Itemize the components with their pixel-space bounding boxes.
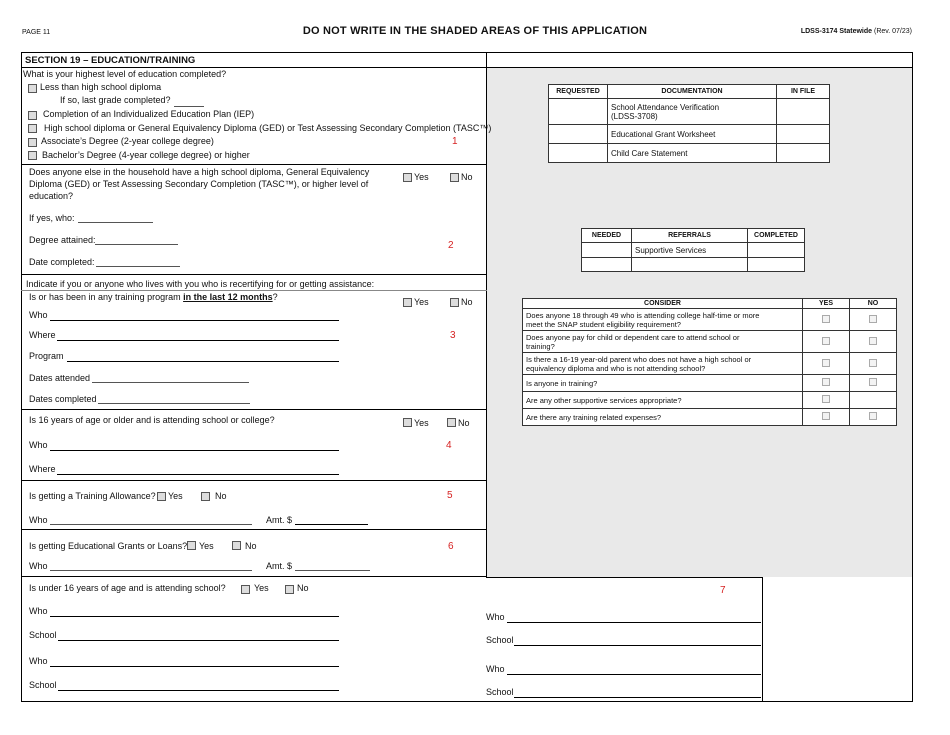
q6-marker: 6 [448,541,454,552]
q4-marker: 4 [446,440,452,451]
q2-date-label: Date completed: [29,257,95,267]
q3-program-field[interactable] [67,361,339,362]
q7-school-field[interactable] [514,697,761,698]
q4-no-checkbox[interactable] [447,418,456,427]
doc-infile-cell[interactable] [777,99,830,125]
page-number: PAGE 11 [22,29,51,36]
q2-date-field[interactable] [96,266,180,267]
q1-option-checkbox[interactable] [28,84,37,93]
doc-infile-cell[interactable] [777,125,830,144]
q2-no-label: No [461,172,473,182]
consider-yes-checkbox[interactable] [822,337,830,345]
consider-question: Are any other supportive services appropriate? [523,392,803,409]
referrals-table [581,228,805,272]
q7-who-label: Who [486,612,505,622]
consider-yes-checkbox[interactable] [822,395,830,403]
q3-dates-completed-label: Dates completed [29,394,97,404]
q4-question: Is 16 years of age or older and is attending school or college? [29,415,275,425]
q3-who-label: Who [29,310,48,320]
q2-no-checkbox[interactable] [450,173,459,182]
q5-yes-label: Yes [168,491,183,501]
consider-no-checkbox[interactable] [869,412,877,420]
consider-header: CONSIDER [523,299,803,309]
q3-intro: Indicate if you or anyone who lives with you who is recertifying for or getting assistance: [26,279,375,289]
q7-yes-checkbox[interactable] [241,585,250,594]
q1-option-checkbox[interactable] [28,151,37,160]
q4-yes-checkbox[interactable] [403,418,412,427]
q1-option-checkbox[interactable] [28,111,37,120]
ref-completed-cell[interactable] [748,258,805,272]
q2-marker: 2 [448,240,454,251]
q3-where-field[interactable] [57,340,339,341]
q3-marker: 3 [450,330,456,341]
consider-no-checkbox[interactable] [869,337,877,345]
q3-yes-label: Yes [414,297,429,307]
doc-requested-cell[interactable] [549,125,608,144]
doc-requested-cell[interactable] [549,144,608,163]
consider-header: NO [850,299,897,309]
q6-who-label: Who [29,561,48,571]
documentation-table [548,84,830,163]
q1-option-checkbox[interactable] [28,124,37,133]
ref-header: REFERRALS [632,229,748,243]
q3-question: Is or has been in any training program in the last 12 months? [29,292,278,302]
doc-header: IN FILE [777,85,830,99]
consider-yes-checkbox[interactable] [822,359,830,367]
q7-who-label: Who [29,656,48,666]
ref-name-cell: Supportive Services [632,243,748,258]
doc-header: DOCUMENTATION [608,85,777,99]
section-title: SECTION 19 – EDUCATION/TRAINING [25,55,196,66]
consider-yes-checkbox[interactable] [822,412,830,420]
consider-header: YES [803,299,850,309]
ref-completed-cell[interactable] [748,243,805,258]
consider-question: Does anyone 18 through 49 who is attending college half-time or more meet the SNAP student eligibility requirement? [523,309,803,331]
q7-marker: 7 [720,585,726,596]
q3-dates-completed-field[interactable] [98,403,250,404]
q6-question: Is getting Educational Grants or Loans? [29,541,188,551]
q1-option-label: Associate’s Degree (2-year college degree) [41,136,214,146]
ref-needed-cell[interactable] [582,243,632,258]
q5-amt-field[interactable] [295,524,368,525]
ref-needed-cell[interactable] [582,258,632,272]
q7-who-field[interactable] [507,622,761,623]
q4-no-label: No [458,418,470,428]
doc-name-cell: Educational Grant Worksheet [608,125,777,144]
q7-who-field[interactable] [50,616,339,617]
q1-option-label: Bachelor’s Degree (4-year college degree) or higher [42,150,250,160]
q2-yes-checkbox[interactable] [403,173,412,182]
doc-infile-cell[interactable] [777,144,830,163]
q2-who-label: If yes, who: [29,213,75,223]
form-id: LDSS-3174 Statewide (Rev. 07/23) [800,28,912,35]
q6-amt-label: Amt. $ [266,561,293,571]
q7-school-label: School [486,635,514,645]
ref-name-cell [632,258,748,272]
ref-header: COMPLETED [748,229,805,243]
page-title: DO NOT WRITE IN THE SHADED AREAS OF THIS APPLICATION [302,25,648,37]
q2-degree-field[interactable] [95,244,178,245]
doc-name-cell: School Attendance Verification (LDSS-3708) [608,99,777,125]
q7-who-field[interactable] [50,666,339,667]
q2-degree-label: Degree attained: [29,235,96,245]
q7-school-field[interactable] [514,645,761,646]
consider-no-checkbox[interactable] [869,378,877,386]
consider-no-checkbox[interactable] [869,315,877,323]
q3-dates-attended-field[interactable] [92,382,249,383]
q7-school-label: School [29,630,57,640]
q3-program-label: Program [29,351,64,361]
q5-yes-checkbox[interactable] [157,492,166,501]
q2-who-field[interactable] [78,222,153,223]
q3-where-label: Where [29,330,56,340]
q4-who-field[interactable] [50,450,339,451]
doc-header: REQUESTED [549,85,608,99]
q3-dates-attended-label: Dates attended [29,373,91,383]
consider-yes-checkbox[interactable] [822,315,830,323]
q3-yes-checkbox[interactable] [403,298,412,307]
q2-question: Does anyone else in the household have a high school diploma, General Equivalency [29,167,370,177]
q7-question: Is under 16 years of age and is attending school? [29,583,226,593]
q1-option-label: High school diploma or General Equivalency Diploma (GED) or Test Assessing Secondary Completion (TASC™) [44,123,492,133]
q7-who-label: Who [486,664,505,674]
q5-amt-label: Amt. $ [266,515,293,525]
q1-option-checkbox[interactable] [28,138,37,147]
q1-question: What is your highest level of education completed? [23,69,227,79]
doc-requested-cell[interactable] [549,99,608,125]
doc-name-cell: Child Care Statement [608,144,777,163]
consider-yes-checkbox[interactable] [822,378,830,386]
q2-question: Diploma (GED) or Test Assessing Secondary Completion (TASC™), or higher level of [29,179,369,189]
q4-where-label: Where [29,464,56,474]
q1-marker: 1 [452,136,458,147]
q4-where-field[interactable] [57,474,339,475]
q5-who-field[interactable] [50,524,252,525]
q2-question: education? [29,191,74,201]
q1-last-grade-field[interactable] [174,106,204,107]
ref-header: NEEDED [582,229,632,243]
q1-last-grade-label: If so, last grade completed? [60,95,171,105]
q2-yes-label: Yes [414,172,429,182]
consider-question: Are there any training related expenses? [523,409,803,426]
q7-school-field[interactable] [58,640,339,641]
q4-yes-label: Yes [414,418,429,428]
q5-question: Is getting a Training Allowance? [29,491,156,501]
q3-no-label: No [461,297,473,307]
q5-no-checkbox[interactable] [201,492,210,501]
q5-no-label: No [215,491,227,501]
q3-who-field[interactable] [50,320,339,321]
consider-question: Does anyone pay for child or dependent care to attend school or training? [523,331,803,353]
q5-marker: 5 [447,490,453,501]
q7-no-checkbox[interactable] [285,585,294,594]
q7-school-label: School [486,687,514,697]
consider-no-checkbox[interactable] [869,359,877,367]
q7-who-field[interactable] [507,674,761,675]
q6-amt-field[interactable] [295,570,370,571]
consider-table [522,298,897,426]
q1-option-label: Completion of an Individualized Education Plan (IEP) [43,109,255,119]
q1-option-label: Less than high school diploma [40,82,162,92]
consider-question: Is anyone in training? [523,375,803,392]
q5-who-label: Who [29,515,48,525]
q6-no-label: No [245,541,257,551]
q6-yes-checkbox[interactable] [187,541,196,550]
consider-question: Is there a 16-19 year-old parent who does not have a high school or equivalency diploma and who is not attending school? [523,353,803,375]
q7-school-field[interactable] [58,690,339,691]
q3-no-checkbox[interactable] [450,298,459,307]
q6-no-checkbox[interactable] [232,541,241,550]
q7-no-label: No [297,583,309,593]
q6-yes-label: Yes [199,541,214,551]
q7-yes-label: Yes [254,583,269,593]
q6-who-field[interactable] [50,570,252,571]
q7-who-label: Who [29,606,48,616]
q7-school-label: School [29,680,57,690]
q4-who-label: Who [29,440,48,450]
